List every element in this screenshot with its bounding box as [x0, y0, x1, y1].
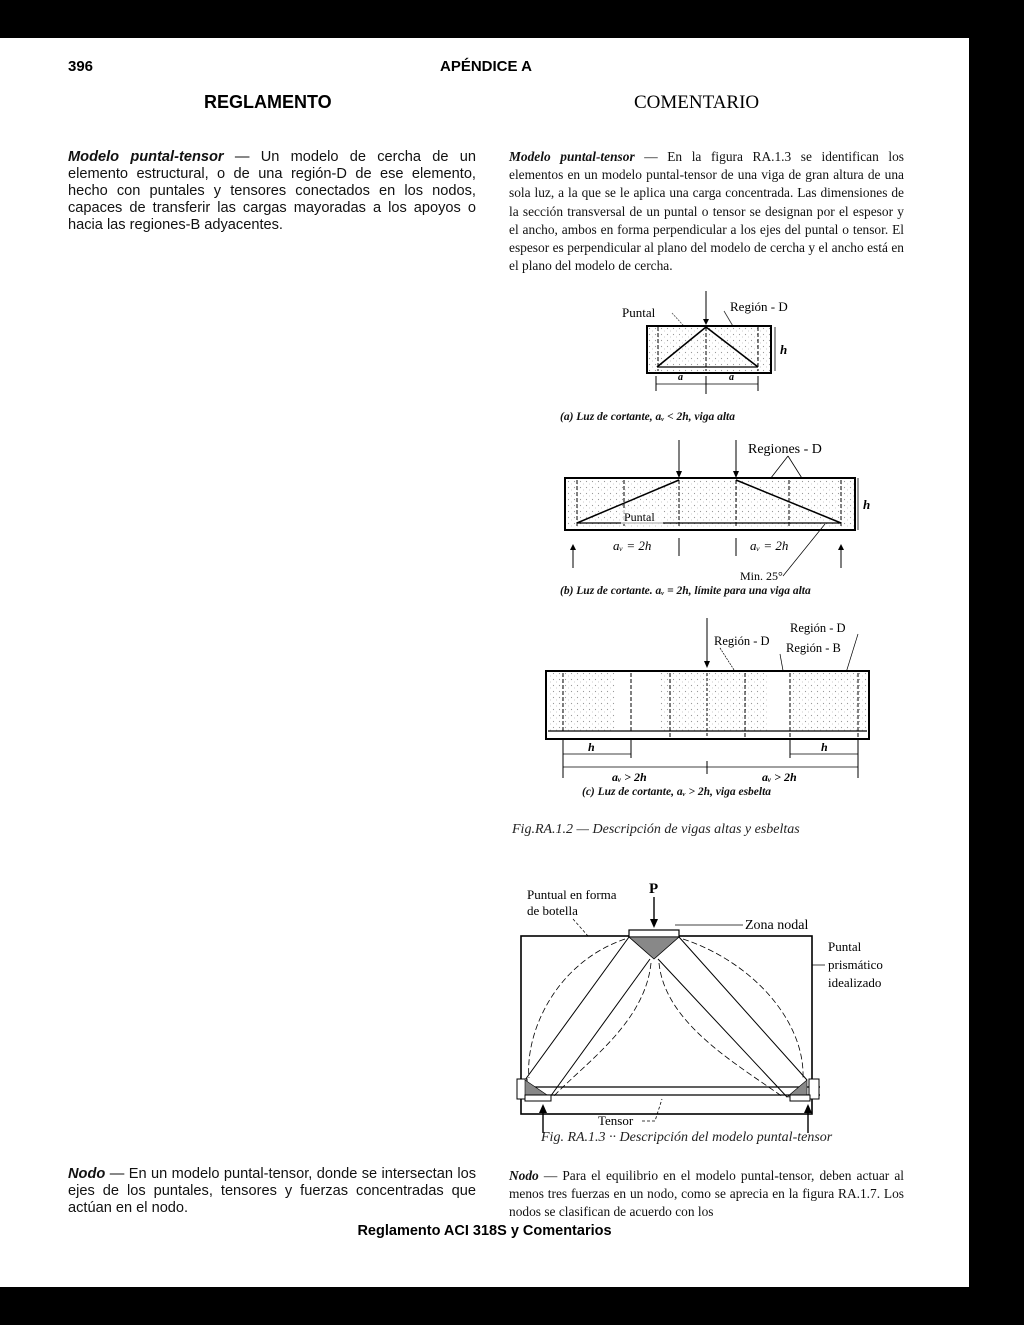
label-puntal: Puntal	[622, 305, 656, 320]
label-region-d: Región - D	[730, 299, 788, 314]
svg-text:Min. 25°: Min. 25°	[740, 569, 783, 583]
reglamento-nodo-paragraph: Nodo — En un modelo puntal-tensor, donde se intersectan los ejes de los puntales, tensores y fuerzas concentradas que actúan en el nodo.	[68, 1166, 476, 1216]
term-modelo-puntal-tensor: Modelo puntal-tensor	[509, 149, 635, 164]
commentary-text: En la figura RA.1.3 se identifican los elementos en un modelo puntal-tensor de una viga de gran altura de una sola luz, a la que se le aplica una carga concentrada. Las dimensiones de la sección transversal de un puntal o tensor se designan por el espesor y el ancho, ambos en forma perpendicular a los ejes del puntal o tensor. El espesor es perpendicular al plano del modelo de cercha y el ancho está en el plano del modelo de cercha.	[509, 149, 905, 274]
svg-text:idealizado: idealizado	[828, 975, 882, 990]
page-footer: Reglamento ACI 318S y Comentarios	[357, 1223, 612, 1239]
figure-ra12-b-diagram	[555, 438, 880, 588]
document-page	[0, 38, 969, 1287]
reglamento-modelo-paragraph: Modelo puntal-tensor — Un modelo de cercha de un elemento estructural, o de una región-D de ese elemento, hecho con puntales y tensores conectados en los nodos, capaces de transferir las cargas mayoradas a los apoyos o hacia las regiones-B adyacentes.	[68, 149, 476, 233]
figure-ra13-diagram	[515, 873, 900, 1133]
svg-text:Tensor: Tensor	[598, 1113, 634, 1128]
comentario-modelo-paragraph: Modelo puntal-tensor — En la figura RA.1.3 se identifican los elementos en un modelo puntal-tensor de una viga de gran altura de una sola luz, a la que se le aplica una carga concentrada. Las dimensiones de la sección transversal de un puntal o tensor se designan por el espesor y el ancho, ambos en forma perpendicular a los ejes del puntal o tensor. El espesor es perpendicular al plano del modelo de cercha y el ancho está en el plano del modelo de cercha.	[509, 149, 905, 274]
figure-ra12-a-diagram	[600, 291, 830, 426]
svg-text:Puntal: Puntal	[624, 510, 655, 524]
definition-text: Un modelo de cercha de un elemento estructural, o de una región-D de ese elemento, hecho con puntales y tensores conectados en los nodos, capaces de transferir las cargas mayoradas a los apoyos o hacia las regiones-B adyacentes.	[68, 149, 476, 233]
appendix-title: APÉNDICE A	[440, 58, 532, 75]
svg-text:h: h	[588, 740, 595, 754]
svg-text:Región - B: Región - B	[786, 641, 841, 655]
figure-ra13-caption: Fig. RA.1.3 ·· Descripción del modelo puntal-tensor	[541, 1130, 833, 1145]
svg-text:a: a	[729, 372, 734, 383]
svg-text:h: h	[863, 497, 871, 512]
comentario-nodo-paragraph: Nodo — Para el equilibrio en el modelo puntal-tensor, deben actuar al menos tres fuerzas en un nodo, como se aprecia en la figura RA.1.7. Los nodos se clasifican de acuerdo con los	[509, 1168, 904, 1220]
svg-text:Región - D: Región - D	[790, 621, 846, 635]
page-number: 396	[68, 58, 94, 75]
caption-a: (a) Luz de cortante, aᵥ < 2h, viga alta	[560, 411, 735, 423]
reglamento-heading: REGLAMENTO	[204, 92, 332, 112]
term-nodo: Nodo	[68, 1166, 106, 1182]
term-nodo: Nodo	[509, 1168, 539, 1183]
definition-text: En un modelo puntal-tensor, donde se intersectan los ejes de los puntales, tensores y fuerzas concentradas que actúan en el nodo.	[68, 1166, 476, 1216]
svg-text:de botella: de botella	[527, 903, 578, 918]
svg-text:prismático: prismático	[828, 957, 883, 972]
caption-b: (b) Luz de cortante. aᵥ = 2h, límite para una viga alta	[560, 585, 811, 597]
svg-text:P: P	[649, 881, 659, 897]
svg-text:Regiones - D: Regiones - D	[748, 442, 822, 457]
svg-text:aᵥ > 2h: aᵥ > 2h	[762, 770, 797, 783]
svg-text:aᵥ > 2h: aᵥ > 2h	[612, 770, 647, 783]
comentario-heading: COMENTARIO	[634, 92, 760, 113]
figure-ra12-c-diagram	[540, 618, 880, 783]
svg-text:aᵥ = 2h: aᵥ = 2h	[750, 538, 789, 553]
svg-text:Zona nodal: Zona nodal	[745, 918, 809, 933]
svg-text:Puntual en forma: Puntual en forma	[527, 887, 617, 902]
term-modelo-puntal-tensor: Modelo puntal-tensor	[68, 149, 224, 165]
svg-text:Puntal: Puntal	[828, 939, 862, 954]
svg-text:h: h	[780, 342, 788, 357]
figure-ra12-caption: Fig.RA.1.2 — Descripción de vigas altas y esbeltas	[512, 822, 800, 837]
svg-text:h: h	[821, 740, 828, 754]
caption-c: (c) Luz de cortante, aᵥ > 2h, viga esbelta	[582, 786, 772, 798]
svg-text:aᵥ = 2h: aᵥ = 2h	[613, 538, 652, 553]
svg-text:Región - D: Región - D	[714, 634, 770, 648]
commentary-text: Para el equilibrio en el modelo puntal-tensor, deben actuar al menos tres fuerzas en un nodo, como se aprecia en la figura RA.1.7. Los nodos se clasifican de acuerdo con los	[509, 1168, 904, 1220]
svg-text:a: a	[678, 372, 683, 383]
